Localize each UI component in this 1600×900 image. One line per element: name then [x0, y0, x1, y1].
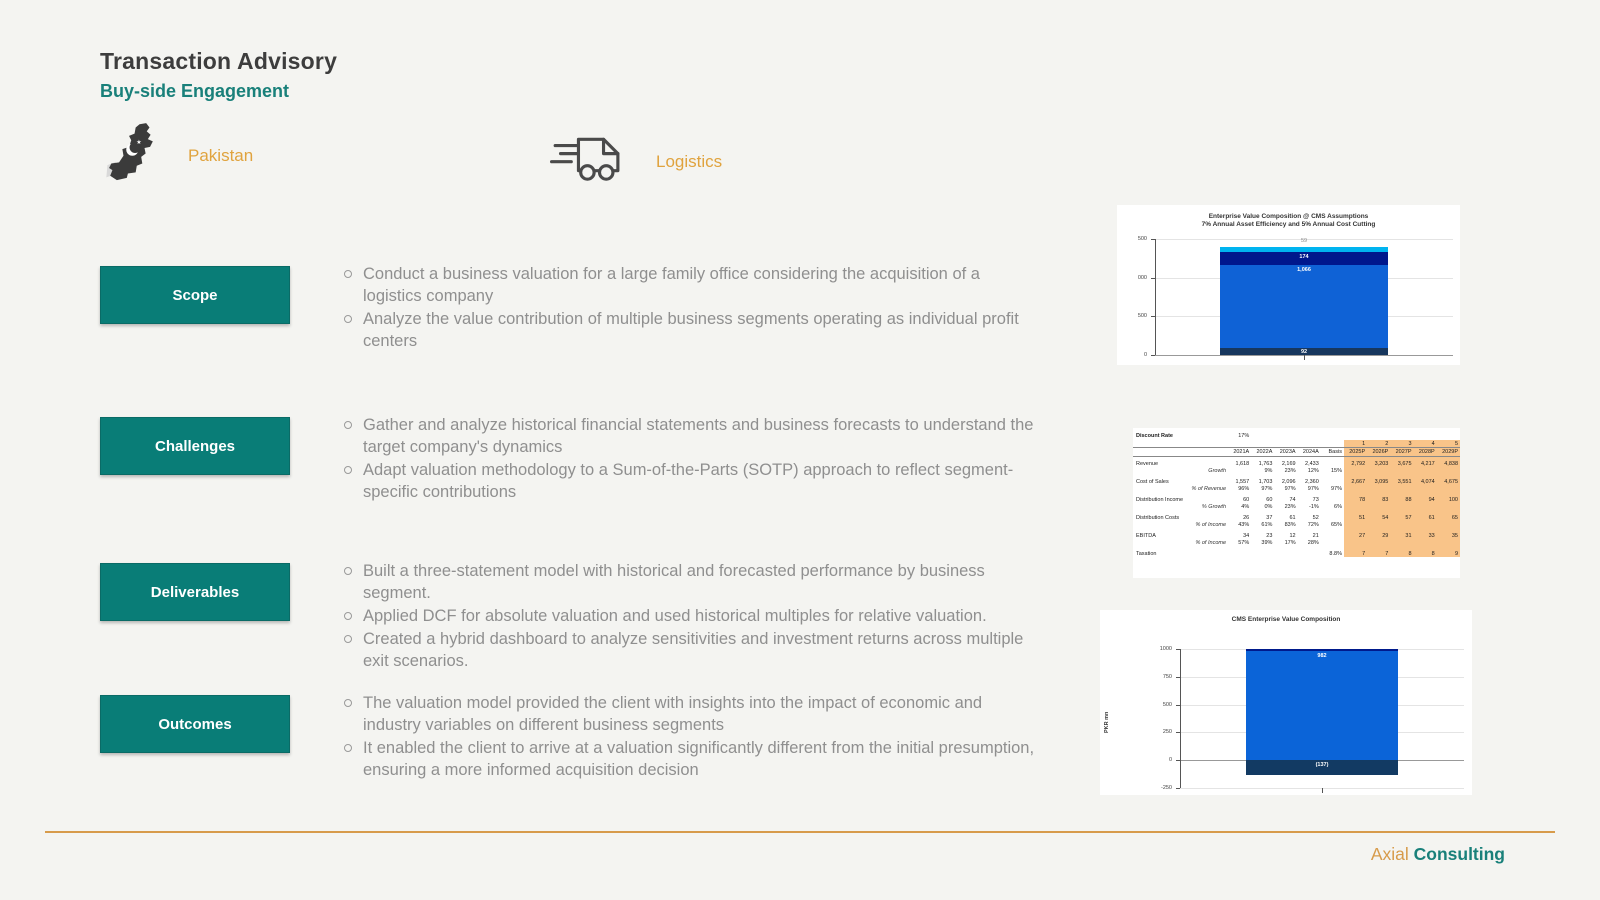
value-cell: 1,703	[1258, 478, 1273, 485]
bar-segment-label: 1,066	[1297, 267, 1311, 274]
y-axis-tick-label: 750	[1162, 673, 1172, 680]
row-label-cell: Cost of Sales	[1136, 478, 1169, 485]
value-cell: 94	[1414, 493, 1437, 504]
value-cell: 31	[1390, 529, 1413, 540]
x-axis-tick	[1322, 788, 1323, 793]
value-cell: 60	[1266, 496, 1273, 503]
section-challenges	[100, 414, 1042, 504]
value-cell: 78	[1344, 493, 1367, 504]
financial-forecast-table	[1133, 428, 1460, 578]
value-cell: 15%	[1330, 468, 1342, 474]
row-label-cell: % of Income	[1195, 540, 1227, 546]
table-row	[1133, 539, 1460, 547]
svg-text:★: ★	[136, 139, 142, 147]
challenges-heading-box	[100, 417, 290, 475]
row-label-cell: % Growth	[1201, 504, 1227, 510]
chart-title: CMS Enterprise Value Composition	[1231, 616, 1341, 623]
value-cell: 2021A	[1228, 448, 1251, 457]
bar-segment-label: 92	[1300, 349, 1308, 355]
row-label-cell	[1133, 448, 1228, 457]
value-cell: 2022A	[1251, 448, 1274, 457]
value-cell: 57%	[1238, 540, 1250, 546]
value-cell: 3,095	[1367, 475, 1390, 486]
y-axis-tick-label: 1000	[1159, 646, 1172, 652]
y-axis-tick-label: 0	[1143, 352, 1147, 358]
deliverables-bullet-list	[342, 560, 1042, 673]
y-axis-tick-label: 250	[1162, 729, 1172, 736]
bullet-item: Built a three-statement model with historical and forecasted performance by business segment.	[342, 560, 1042, 604]
section-outcomes	[100, 692, 1042, 782]
chart-subtitle: 7% Annual Asset Efficiency and 5% Annual Cost Cutting	[1201, 221, 1376, 228]
row-label-cell: % of Income	[1195, 522, 1227, 528]
value-cell	[1321, 456, 1344, 467]
value-cell: 43%	[1238, 522, 1250, 528]
value-cell: 2027P	[1390, 448, 1413, 457]
page-title: Transaction Advisory	[100, 48, 338, 74]
value-cell: 74	[1289, 496, 1296, 503]
scope-heading-box	[100, 266, 290, 324]
y-axis-tick	[1176, 788, 1180, 789]
bar-main-segment	[1246, 651, 1398, 760]
value-cell: 65	[1437, 511, 1460, 522]
value-cell	[1390, 467, 1413, 475]
value-cell: 97%	[1330, 486, 1342, 492]
value-cell: 23%	[1284, 468, 1296, 474]
row-label-cell: Discount Rate	[1136, 433, 1173, 439]
value-cell: 54	[1367, 511, 1390, 522]
industry-tag	[548, 132, 722, 191]
brand-primary: Axial	[1370, 844, 1409, 864]
value-cell	[1251, 432, 1274, 440]
value-cell	[1367, 503, 1390, 511]
value-cell	[1437, 432, 1460, 440]
row-label-cell: Distribution Costs	[1136, 514, 1180, 521]
value-cell: 1	[1344, 440, 1367, 448]
deliverables-heading-box	[100, 563, 290, 621]
value-cell	[1228, 547, 1251, 558]
value-cell: 28%	[1307, 540, 1319, 546]
value-cell	[1437, 485, 1460, 493]
value-cell: 2,792	[1344, 456, 1367, 467]
value-cell: 52	[1312, 514, 1319, 521]
value-cell: 2,667	[1344, 475, 1367, 486]
country-label: Pakistan	[188, 145, 254, 165]
scope-heading-label: Scope	[172, 286, 218, 304]
value-cell: 3	[1390, 440, 1413, 448]
row-label-cell: Growth	[1208, 468, 1227, 474]
value-cell: 12	[1289, 532, 1296, 539]
value-cell	[1437, 521, 1460, 529]
bar-top-cap	[1246, 649, 1398, 651]
value-cell: 3,203	[1367, 456, 1390, 467]
cms-enterprise-value-chart	[1100, 610, 1472, 795]
table-row	[1133, 503, 1460, 511]
value-cell: 73	[1312, 496, 1319, 503]
country-tag	[106, 122, 253, 189]
value-cell: 2,169	[1281, 460, 1296, 467]
table-row	[1133, 547, 1460, 558]
value-cell	[1321, 511, 1344, 522]
bar-segment-label: 982	[1317, 653, 1327, 659]
pakistan-map-icon	[106, 122, 162, 189]
bullet-item: Gather and analyze historical financial statements and business forecasts to understand the target company's dynamics	[342, 414, 1042, 458]
bar-segment-4	[1220, 247, 1388, 252]
y-axis-tick-label: 500	[1162, 701, 1172, 708]
outcomes-heading-box	[100, 695, 290, 753]
value-cell	[1344, 539, 1367, 547]
bullet-item: Conduct a business valuation for a large family office considering the acquisition of a logistics company	[342, 263, 1042, 307]
value-cell	[1251, 547, 1274, 558]
value-cell: 2,360	[1305, 478, 1319, 485]
value-cell	[1390, 485, 1413, 493]
value-cell: 61	[1414, 511, 1437, 522]
value-cell: 4%	[1241, 504, 1250, 510]
value-cell: 61%	[1261, 522, 1273, 528]
bullet-item: Analyze the value contribution of multiple business segments operating as individual profit centers	[342, 308, 1042, 352]
value-cell: 7	[1344, 547, 1367, 558]
table-row	[1133, 456, 1460, 467]
value-cell	[1437, 539, 1460, 547]
y-axis-tick-label: 500	[1137, 236, 1147, 242]
value-cell: 27	[1344, 529, 1367, 540]
y-axis-tick	[1151, 355, 1155, 356]
row-label-cell: Revenue	[1136, 460, 1159, 467]
value-cell: 83%	[1284, 522, 1296, 528]
value-cell	[1228, 440, 1251, 448]
value-cell: 0%	[1264, 504, 1273, 510]
value-cell: 3,551	[1390, 475, 1413, 486]
bar-segment-label: 174	[1299, 253, 1309, 260]
value-cell	[1414, 467, 1437, 475]
value-cell	[1390, 503, 1413, 511]
table-row	[1133, 485, 1460, 493]
value-cell	[1274, 432, 1297, 440]
y-axis-title: PKR mn	[1104, 711, 1110, 733]
value-cell: 4,074	[1414, 475, 1437, 486]
row-label-cell: % of Revenue	[1191, 486, 1227, 492]
value-cell	[1321, 493, 1344, 504]
value-cell: 8.8%	[1329, 550, 1342, 557]
value-cell	[1367, 432, 1390, 440]
table-row	[1133, 521, 1460, 529]
bullet-item: Adapt valuation methodology to a Sum-of-the-Parts (SOTP) approach to reflect segment-specific contributions	[342, 459, 1042, 503]
bar-segment-label: (137)	[1315, 762, 1329, 769]
page-subtitle: Buy-side Engagement	[100, 81, 290, 101]
value-cell: 12%	[1307, 468, 1319, 474]
row-label-cell: EBITDA	[1136, 532, 1156, 539]
value-cell: 4,675	[1437, 475, 1460, 486]
value-cell: 8	[1390, 547, 1413, 558]
table-row	[1133, 467, 1460, 475]
value-cell: 2,096	[1281, 478, 1296, 485]
chart-title: Enterprise Value Composition @ CMS Assumptions	[1208, 213, 1369, 220]
value-cell	[1274, 547, 1297, 558]
value-cell: 51	[1344, 511, 1367, 522]
value-cell: 17%	[1284, 540, 1296, 546]
value-cell	[1298, 432, 1321, 440]
value-cell	[1344, 485, 1367, 493]
value-cell: 5	[1437, 440, 1460, 448]
value-cell	[1367, 467, 1390, 475]
bullet-item: It enabled the client to arrive at a valuation significantly different from the initial presumption, ensuring a more informed acquisition decision	[342, 737, 1042, 781]
value-cell	[1344, 432, 1367, 440]
outcomes-heading-label: Outcomes	[158, 715, 232, 733]
value-cell	[1367, 485, 1390, 493]
bullet-item: Created a hybrid dashboard to analyze sensitivities and investment returns across multiple exit scenarios.	[342, 628, 1042, 672]
x-axis-tick	[1304, 355, 1305, 360]
value-cell: 60	[1243, 496, 1250, 503]
forecast-table	[1133, 432, 1460, 557]
value-cell: 3,675	[1390, 456, 1413, 467]
value-cell: 57	[1390, 511, 1413, 522]
value-cell	[1414, 521, 1437, 529]
value-cell	[1298, 440, 1321, 448]
value-cell: 65%	[1330, 522, 1342, 528]
value-cell: 7	[1367, 547, 1390, 558]
value-cell: 1,763	[1258, 460, 1273, 467]
value-cell: 61	[1289, 514, 1296, 521]
value-cell	[1251, 440, 1274, 448]
value-cell: 2023A	[1274, 448, 1297, 457]
value-cell: 9	[1437, 547, 1460, 558]
value-cell	[1367, 521, 1390, 529]
value-cell	[1367, 539, 1390, 547]
table-row	[1133, 511, 1460, 522]
value-cell	[1274, 440, 1297, 448]
value-cell	[1437, 503, 1460, 511]
value-cell: 83	[1367, 493, 1390, 504]
value-cell: 35	[1437, 529, 1460, 540]
section-deliverables	[100, 560, 1042, 673]
table-row	[1133, 475, 1460, 486]
value-cell: 72%	[1307, 522, 1319, 528]
discount-rate-row	[1133, 432, 1460, 440]
value-cell: 2	[1367, 440, 1390, 448]
forecast-index-row	[1133, 440, 1460, 448]
bullet-item: The valuation model provided the client with insights into the impact of economic and industry variables on different business segments	[342, 692, 1042, 736]
y-axis-tick-label: -250	[1160, 785, 1172, 791]
value-cell: 23%	[1284, 504, 1296, 510]
brand-logo	[1371, 844, 1505, 865]
value-cell: 21	[1312, 532, 1319, 539]
industry-label: Logistics	[656, 151, 723, 171]
challenges-bullet-list	[342, 414, 1042, 504]
value-cell: 37	[1266, 514, 1273, 521]
value-cell	[1344, 521, 1367, 529]
scope-bullet-list	[342, 263, 1042, 353]
y-axis-tick-label: 500	[1137, 313, 1147, 320]
value-cell: 6%	[1334, 504, 1342, 510]
value-cell: 1,618	[1235, 460, 1250, 467]
brand-secondary: Consulting	[1413, 844, 1505, 864]
bullet-item: Applied DCF for absolute valuation and used historical multiples for relative valuation.	[342, 605, 1042, 627]
table-row	[1133, 493, 1460, 504]
value-cell	[1414, 432, 1437, 440]
y-axis-line	[1155, 239, 1156, 355]
value-cell: 4	[1414, 440, 1437, 448]
value-cell: 34	[1243, 532, 1250, 539]
value-cell: 2024A	[1298, 448, 1321, 457]
deliverables-heading-label: Deliverables	[150, 583, 240, 601]
row-label-cell	[1133, 440, 1228, 448]
value-cell: 2028P	[1414, 448, 1437, 457]
value-cell: -1%	[1309, 504, 1319, 510]
value-cell: Basis	[1321, 448, 1344, 457]
value-cell	[1344, 503, 1367, 511]
value-cell	[1414, 539, 1437, 547]
value-cell	[1437, 467, 1460, 475]
value-cell: 2029P	[1437, 448, 1460, 457]
value-cell	[1390, 432, 1413, 440]
value-cell	[1298, 547, 1321, 558]
value-cell: 97%	[1284, 486, 1296, 492]
value-cell	[1321, 440, 1344, 448]
value-cell: 97%	[1261, 486, 1273, 492]
value-cell	[1321, 475, 1344, 486]
y-axis-tick-label: 0	[1168, 757, 1172, 764]
value-cell: 33	[1414, 529, 1437, 540]
enterprise-value-chart	[1117, 205, 1460, 365]
value-cell: 8	[1414, 547, 1437, 558]
outcomes-bullet-list	[342, 692, 1042, 782]
value-cell	[1321, 539, 1344, 547]
value-cell	[1321, 529, 1344, 540]
value-cell: 17%	[1238, 433, 1250, 439]
value-cell: 100	[1437, 493, 1460, 504]
value-cell: 23	[1266, 532, 1273, 539]
value-cell: 4,217	[1414, 456, 1437, 467]
value-cell	[1228, 467, 1251, 475]
value-cell: 88	[1390, 493, 1413, 504]
row-label-cell: Distribution Income	[1136, 496, 1184, 503]
value-cell: 26	[1243, 514, 1250, 521]
y-axis-line	[1180, 649, 1181, 788]
value-cell	[1321, 432, 1344, 440]
value-cell: 1,557	[1235, 478, 1250, 485]
value-cell: 97%	[1307, 486, 1319, 492]
challenges-heading-label: Challenges	[154, 437, 236, 455]
value-cell: 96%	[1238, 486, 1250, 492]
value-cell	[1390, 539, 1413, 547]
value-cell	[1344, 467, 1367, 475]
bar-segment-2	[1220, 265, 1388, 347]
footer-divider	[45, 831, 1555, 833]
value-cell: 29	[1367, 529, 1390, 540]
value-cell: 4,838	[1437, 456, 1460, 467]
value-cell: 2,433	[1305, 460, 1319, 467]
y-axis-tick-label: 000	[1137, 274, 1147, 281]
column-header-row	[1133, 448, 1460, 457]
section-scope	[100, 263, 1042, 353]
table-row	[1133, 529, 1460, 540]
value-cell	[1414, 503, 1437, 511]
value-cell	[1390, 521, 1413, 529]
value-cell: 39%	[1261, 540, 1273, 546]
value-cell: 2026P	[1367, 448, 1390, 457]
row-label-cell: Taxation	[1136, 550, 1157, 557]
value-cell	[1414, 485, 1437, 493]
above-bar-label: 59	[1300, 238, 1308, 245]
value-cell: 2025P	[1344, 448, 1367, 457]
value-cell: 9%	[1264, 468, 1273, 474]
delivery-truck-icon	[548, 132, 634, 191]
